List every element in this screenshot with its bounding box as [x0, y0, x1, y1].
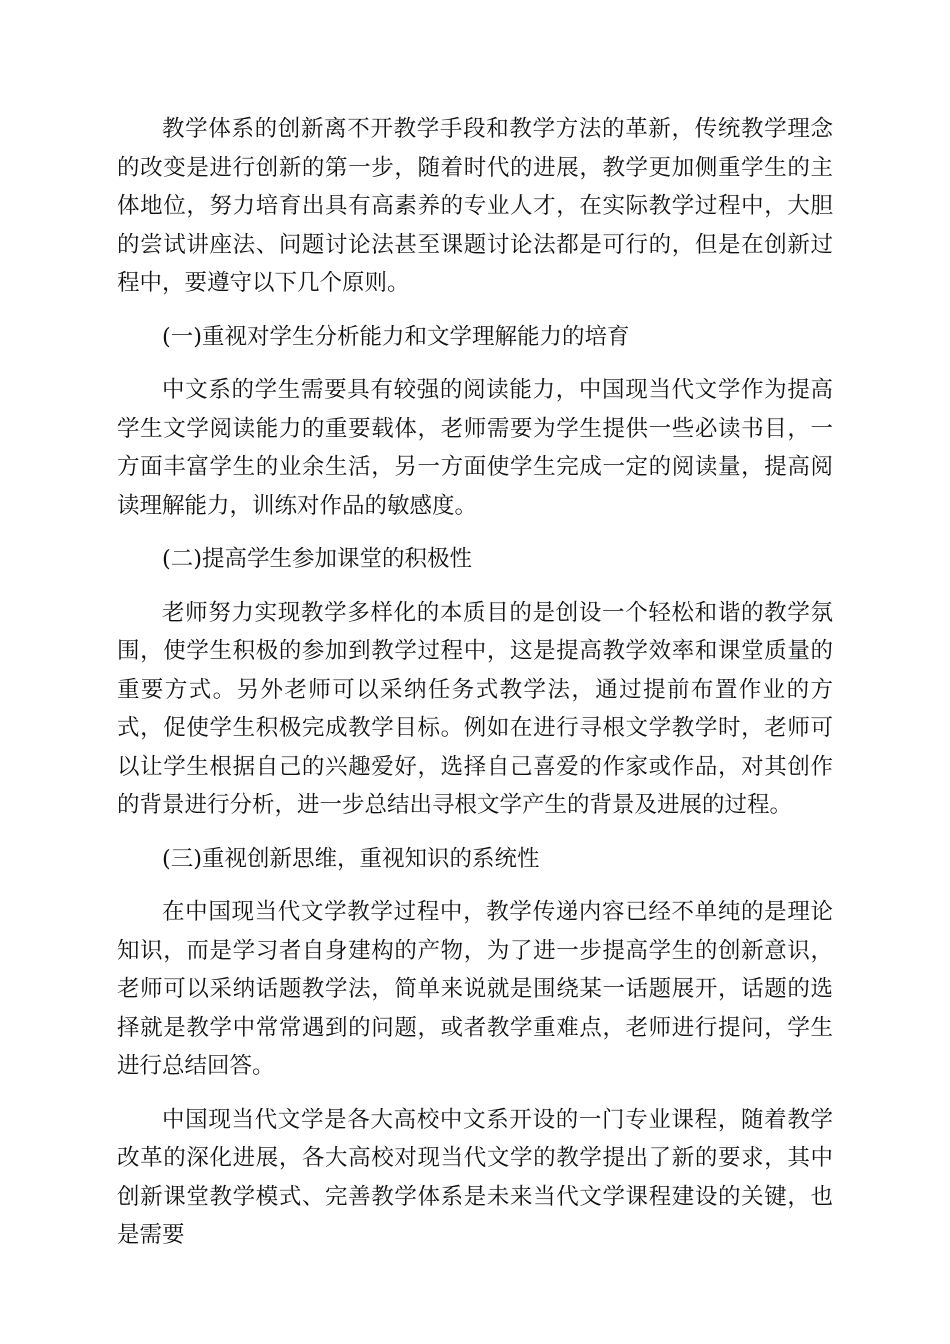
section-heading-2: (二)提高学生参加课堂的积极性 — [162, 546, 473, 572]
document-page — [117, 110, 833, 1255]
paragraph-spacer — [117, 825, 833, 840]
paragraph-spacer — [117, 878, 833, 893]
paragraph-spacer — [117, 525, 833, 540]
section-heading-1: (一)重视对学生分析能力和文学理解能力的培育 — [162, 323, 630, 350]
body-paragraph-3: 老师努力实现教学多样化的本质目的是创设一个轻松和谐的教学氛围，使学生积极的参加到教学过程中，这是提高教学效率和课堂质量的重要方式。另外老师可以采纳任务式教学法，通过提前布置作业的方式，促使学生积极完成教学目标。例如在进行寻根文学教学时，老师可以让学生根据自己的兴趣爱好，选择自己喜爱的作家或作品，对其创作的背景进行分析，进一步总结出寻根文学产生的背景及进展的过程。 — [117, 599, 833, 818]
paragraph-spacer — [117, 356, 833, 371]
section-heading-3: (三)重视创新思维，重视知识的系统性 — [162, 845, 540, 872]
paragraph-spacer — [117, 303, 833, 318]
body-paragraph-5: 中国现当代文学是各大高校中文系开设的一门专业课程，随着教学改革的深化进展，各大高校对现当代文学的教学提出了新的要求，其中创新课堂教学模式、完善教学体系是未来当代文学课程建设的关键，也是需要 — [117, 1106, 833, 1248]
body-paragraph-2: 中文系的学生需要具有较强的阅读能力，中国现当代文学作为提高学生文学阅读能力的重要载体，老师需要为学生提供一些必读书目，一方面丰富学生的业余生活，另一方面使学生完成一定的阅读量，提高阅读理解能力，训练对作品的敏感度。 — [117, 377, 833, 519]
paragraph-spacer — [117, 579, 833, 594]
body-paragraph-4: 在中国现当代文学教学过程中，教学传递内容已经不单纯的是理论知识，而是学习者自身建构的产物，为了进一步提高学生的创新意识，老师可以采纳话题教学法，简单来说就是围绕某一话题展开，话题的选择就是教学中常常遇到的问题，或者教学重难点，老师进行提问，学生进行总结回答。 — [117, 899, 833, 1079]
body-paragraph-1: 教学体系的创新离不开教学手段和教学方法的革新，传统教学理念的改变是进行创新的第一步，随着时代的进展，教学更加侧重学生的主体地位，努力培育出具有高素养的专业人才，在实际教学过程中，大胆的尝试讲座法、问题讨论法甚至课题讨论法都是可行的，但是在创新过程中，要遵守以下几个原则。 — [117, 116, 833, 296]
paragraph-spacer — [117, 1086, 833, 1101]
